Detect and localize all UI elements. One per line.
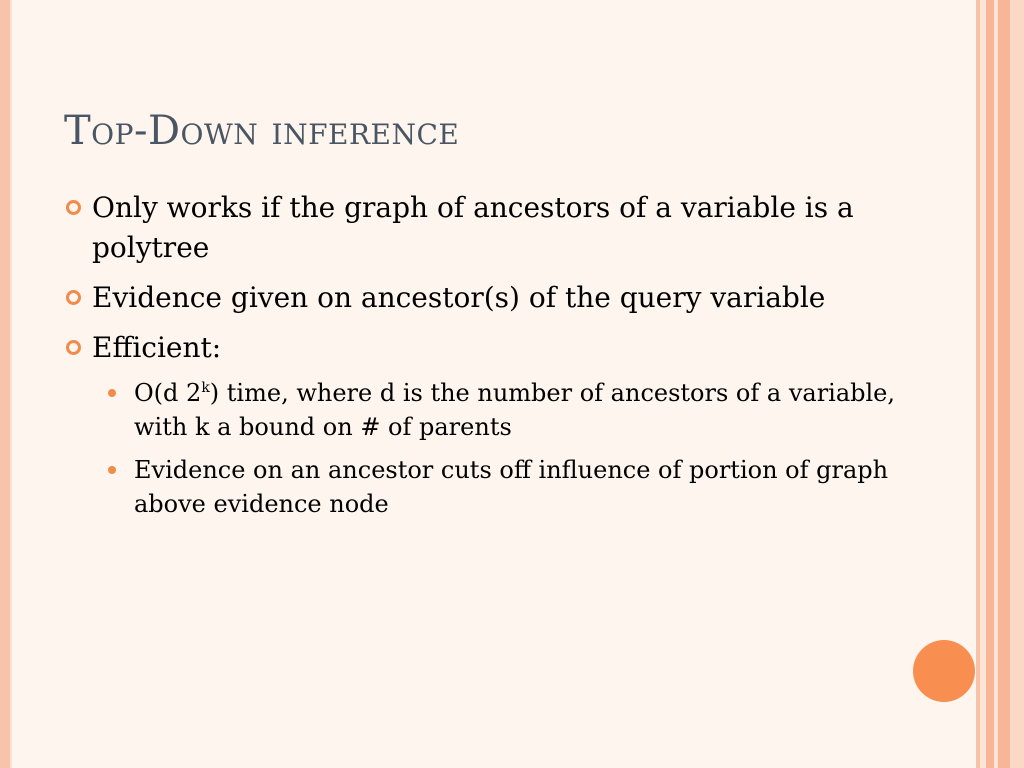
bullet-text: Efficient: bbox=[92, 331, 222, 364]
decorative-orange-circle bbox=[913, 640, 975, 702]
ring-bullet-icon bbox=[66, 290, 81, 305]
dot-bullet-icon bbox=[108, 389, 116, 397]
bullet-item bbox=[64, 328, 914, 368]
ring-bullet-icon bbox=[66, 200, 81, 215]
left-border-stripe bbox=[0, 0, 10, 768]
sub-bullet-text-post: ) time, where d is the number of ancestors of a variable, with k a bound on # of parents bbox=[134, 379, 896, 441]
ring-bullet-icon bbox=[66, 340, 81, 355]
slide-content bbox=[64, 188, 914, 530]
bullet-text: Evidence given on ancestor(s) of the query variable bbox=[92, 281, 826, 314]
sub-bullet-item bbox=[64, 453, 914, 521]
superscript-k: k bbox=[201, 380, 210, 396]
bullet-item bbox=[64, 188, 914, 268]
sub-bullet-item bbox=[64, 376, 914, 444]
right-border-stripe bbox=[998, 0, 1010, 768]
bullet-item bbox=[64, 278, 914, 318]
left-border-inner-stripe bbox=[10, 0, 12, 768]
dot-bullet-icon bbox=[108, 466, 116, 474]
sub-bullet-list bbox=[64, 376, 914, 521]
sub-bullet-text: Evidence on an ancestor cuts off influence of portion of graph above evidence node bbox=[134, 456, 889, 518]
right-border-stripe bbox=[986, 0, 994, 768]
sub-bullet-text-pre: O(d 2 bbox=[134, 379, 202, 407]
bullet-text: Only works if the graph of ancestors of a variable is a polytree bbox=[92, 191, 854, 264]
slide-title: Top-Down inference bbox=[64, 108, 460, 154]
right-border-stripe bbox=[1010, 0, 1024, 768]
